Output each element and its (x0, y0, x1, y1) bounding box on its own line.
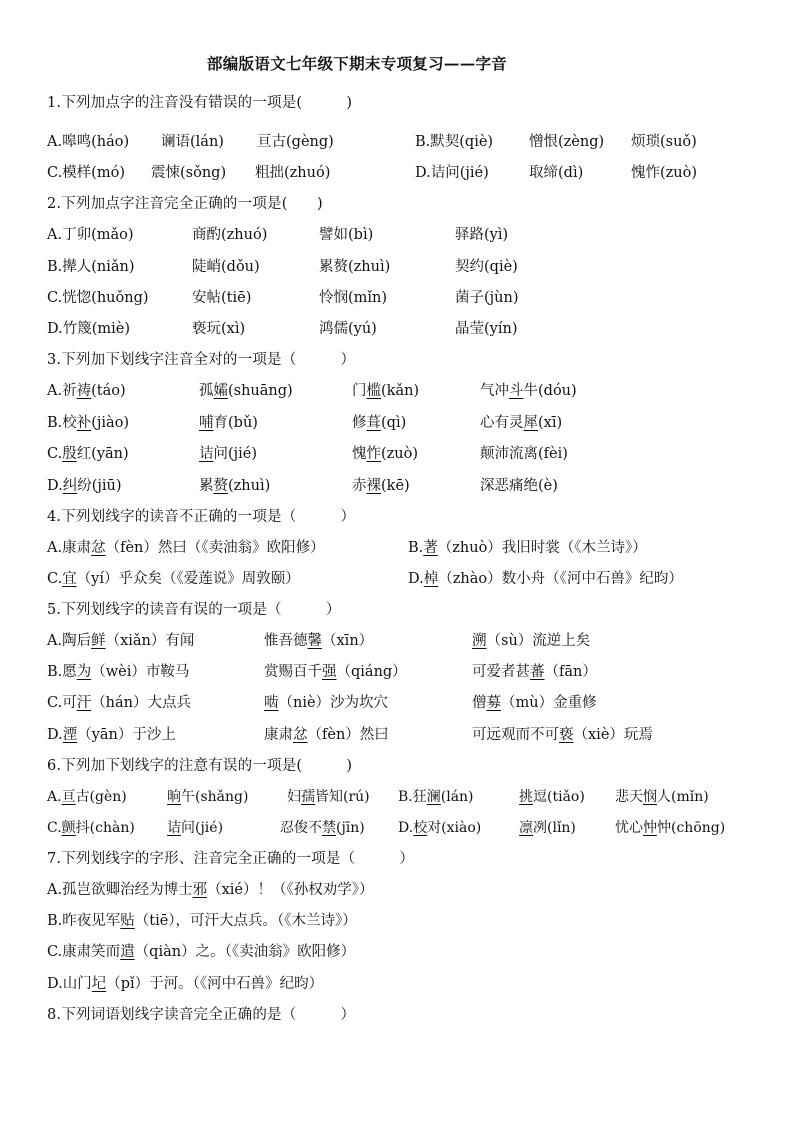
word-text: 问(jié) (213, 446, 258, 462)
option-label: A. (47, 789, 62, 805)
word-text: （zhuò）我旧时裳（《木兰诗》） (437, 540, 647, 556)
option-word: 商酌(zhuó) (192, 227, 268, 243)
underlined-char: 蕃 (530, 664, 545, 680)
underlined-char: 斗 (509, 383, 524, 399)
option-word: 譬如(bì) (319, 227, 374, 243)
word-text: (jiào) (91, 415, 130, 431)
option-label: D. (47, 321, 63, 337)
underlined-char: 亘 (61, 789, 76, 805)
option-label: B. (47, 664, 63, 680)
question-1-stem: 1.下列加点字的注音没有错误的一项是( ) (47, 95, 353, 111)
underlined-char: 圮 (91, 976, 107, 992)
option-word: 晶莹(yín) (455, 321, 518, 337)
question-7-stem: 7.下列划线字的字形、注音完全正确的一项是（ ） (47, 851, 415, 867)
question-7-option-c (47, 941, 355, 963)
option-label: D. (415, 165, 431, 181)
question-2-stem: 2.下列加点字注音完全正确的一项是( ) (47, 196, 323, 212)
word-text: 累 (199, 478, 214, 494)
word-text: 牛(dóu) (523, 383, 577, 399)
word-text: 气冲 (480, 383, 509, 399)
word-text: （yí）乎众矣（《爱莲说》周敦颐） (76, 571, 300, 587)
option-word: 烦琐(suǒ) (631, 134, 697, 150)
underlined-char: 犀 (523, 415, 538, 431)
question-5-stem: 5.下列划线字的读音有误的一项是（ ） (47, 602, 341, 618)
word-text: （wèi）市鞍马 (91, 664, 190, 680)
underlined-char: 槛 (366, 383, 381, 399)
option-word: 契约(qiè) (455, 259, 518, 275)
word-text: (jīn) (336, 820, 365, 836)
underlined-char: 啮 (264, 695, 279, 711)
word-text: (zuò) (381, 446, 419, 462)
word-text: 午(shǎng) (181, 789, 249, 805)
option-word: 怜悯(mǐn) (319, 290, 388, 306)
option-label: B. (398, 789, 413, 805)
option-label: B. (47, 259, 63, 275)
underlined-char: 棹 (423, 571, 439, 587)
word-text: 对(xiào) (427, 820, 482, 836)
underlined-char: 颤 (61, 820, 76, 836)
word-text: 古(gèn) (75, 789, 127, 805)
word-text: 惟吾德 (264, 633, 308, 649)
word-text: 忧心 (615, 820, 643, 836)
word-text: 孤岂欲卿治经为博士 (62, 882, 193, 898)
underlined-char: 悯 (643, 789, 657, 805)
question-3-stem: 3.下列加下划线字注音全对的一项是（ ） (47, 352, 356, 368)
word-text: 陶后 (62, 633, 92, 649)
word-text: （mù）金重修 (501, 695, 597, 711)
word-text: （xiǎn）有闻 (105, 633, 195, 649)
question-4-stem: 4.下列划线字的读音不正确的一项是（ ） (47, 509, 356, 525)
word-text: (shuāng) (228, 383, 293, 399)
option-word: 诘问(jié) (430, 165, 489, 181)
word-text: （fèn）然曰（《卖油翁》欧阳修） (105, 540, 325, 556)
word-text: 愧 (352, 446, 367, 462)
option-label: D. (398, 820, 414, 836)
underlined-char: 校 (413, 820, 428, 836)
underlined-char: 凛 (519, 820, 533, 836)
option-word: 模样(mó) (62, 165, 125, 181)
word-text: 皆知(rú) (315, 789, 370, 805)
word-text: 纷(jiū) (77, 478, 122, 494)
word-text: （qiáng） (336, 664, 407, 680)
word-text: （tiē），可汗大点兵。（《木兰诗》） (134, 913, 357, 929)
word-text: 康肃笑而 (62, 944, 121, 960)
word-text: 心有灵 (480, 415, 524, 431)
option-label: D. (47, 478, 63, 494)
underlined-char: 晌 (167, 789, 181, 805)
option-word: 亘古(gèng) (257, 134, 334, 150)
underlined-char: 贴 (120, 913, 135, 929)
word-text: 狂 (412, 789, 427, 805)
word-text: (táo) (91, 383, 126, 399)
option-word: 愧怍(zuò) (631, 165, 698, 181)
option-label: A. (47, 633, 63, 649)
underlined-char: 诘 (199, 446, 214, 462)
underlined-char: 赘 (213, 478, 228, 494)
underlined-char: 忿 (293, 727, 308, 743)
underlined-char: 溯 (472, 633, 487, 649)
option-word: 亵玩(xì) (192, 321, 246, 337)
word-text: (kē) (381, 478, 410, 494)
option-label: A. (47, 227, 63, 243)
option-word: 憎恨(zèng) (529, 134, 605, 150)
underlined-char: 禁 (322, 820, 336, 836)
page-title: 部编版语文七年级下期末专项复习——字音 (206, 54, 508, 73)
option-word: 默契(qiè) (430, 134, 494, 150)
word-text: 问(jié) (181, 820, 224, 836)
underlined-char: 亵 (559, 727, 574, 743)
underlined-char: 哺 (199, 415, 214, 431)
question-7-option-b (47, 910, 357, 932)
word-text: 愿 (62, 664, 77, 680)
option-word: 鸿儒(yú) (319, 321, 377, 337)
word-text: 可远观而不可 (472, 727, 559, 743)
word-text: 孤 (199, 383, 214, 399)
word-text: 可 (62, 695, 77, 711)
word-text: （hán）大点兵 (91, 695, 192, 711)
word-text: （qiàn）之。（《卖油翁》欧阳修） (134, 944, 356, 960)
word-text: (zhuì) (228, 478, 271, 494)
option-label: C. (47, 446, 63, 462)
option-label: D. (47, 727, 63, 743)
option-word: 驿路(yì) (455, 227, 509, 243)
underlined-char: 馨 (307, 633, 322, 649)
option-word: 震悚(sǒng) (151, 165, 227, 181)
question-7-option-a (47, 879, 374, 901)
question-7-option-d (47, 973, 323, 995)
word-text: 妇 (287, 789, 301, 805)
word-text: （pǐ）于河。（《河中石兽》纪昀） (106, 976, 324, 992)
word-text: 赏赐百千 (264, 664, 322, 680)
option-label: C. (47, 820, 62, 836)
option-word: 谰语(lán) (161, 134, 224, 150)
option-word: 嗥鸣(háo) (62, 134, 130, 150)
option-label: C. (47, 695, 63, 711)
option-label: C. (47, 165, 63, 181)
option-word: 撵人(niǎn) (62, 259, 135, 275)
word-text: (lán) (440, 789, 474, 805)
word-text: 修 (352, 415, 367, 431)
option-label: B. (47, 415, 63, 431)
word-text: 校 (62, 415, 77, 431)
word-text: 僧 (472, 695, 487, 711)
word-text: （fèn）然曰 (307, 727, 389, 743)
word-text: 赤 (352, 478, 367, 494)
option-label: D. (47, 976, 63, 992)
question-6-stem: 6.下列加下划线字的注意有误的一项是( ) (47, 758, 353, 774)
option-label: B. (47, 913, 63, 929)
underlined-char: 孺 (301, 789, 315, 805)
underlined-char: 怍 (366, 446, 381, 462)
word-text: 祈 (62, 383, 77, 399)
option-label: D. (408, 571, 424, 587)
word-text: 山门 (62, 976, 92, 992)
word-text: 育(bǔ) (213, 415, 258, 431)
underlined-char: 诘 (167, 820, 181, 836)
option-label: A. (47, 540, 63, 556)
word-text: 忍俊不 (280, 820, 322, 836)
option-word: 菌子(jùn) (455, 290, 519, 306)
word-text: （xié）！（《孙权劝学》） (207, 882, 374, 898)
word-text: 人(mǐn) (657, 789, 709, 805)
word-text: （sù）流逆上矣 (486, 633, 591, 649)
word-text: 冽(lǐn) (533, 820, 576, 836)
option-word: 粗拙(zhuó) (255, 165, 331, 181)
option-label: C. (47, 290, 63, 306)
option-label: C. (47, 944, 63, 960)
underlined-char: 忡 (643, 820, 657, 836)
word-text: （fān） (544, 664, 597, 680)
option-word: 取缔(dì) (529, 165, 584, 181)
word-text: 悲天 (615, 789, 643, 805)
word-text: (xī) (538, 415, 563, 431)
underlined-char: 邪 (192, 882, 208, 898)
word-text: 昨夜见军 (62, 913, 121, 929)
underlined-char: 挑 (519, 789, 533, 805)
word-text: 可爱者甚 (472, 664, 530, 680)
underlined-char: 祷 (76, 383, 92, 399)
underlined-char: 遣 (120, 944, 135, 960)
underlined-char: 强 (322, 664, 337, 680)
option-label: C. (47, 571, 63, 587)
underlined-char: 补 (76, 415, 92, 431)
option-word: 累赘(zhuì) (319, 259, 391, 275)
word-text: 康肃 (264, 727, 293, 743)
option-word: 深恶痛绝(è) (480, 478, 558, 494)
underlined-char: 宜 (62, 571, 77, 587)
option-label: A. (47, 882, 63, 898)
word-text: (qì) (381, 415, 407, 431)
word-text: （zhào）数小舟（《河中石兽》纪昀） (438, 571, 683, 587)
underlined-char: 忿 (91, 540, 106, 556)
word-text: 红(yān) (76, 446, 129, 462)
underlined-char: 汗 (76, 695, 92, 711)
option-word: 丁卯(mǎo) (62, 227, 134, 243)
word-text: 忡(chōng) (657, 820, 726, 836)
word-text: 抖(chàn) (75, 820, 135, 836)
underlined-char: 鲜 (91, 633, 106, 649)
underlined-char: 澜 (426, 789, 441, 805)
option-word: 陡峭(dǒu) (192, 259, 260, 275)
underlined-char: 湮 (62, 727, 78, 743)
question-8-stem: 8.下列词语划线字读音完全正确的是（ ） (47, 1007, 356, 1023)
option-word: 恍惚(huǒng) (62, 290, 149, 306)
option-word: 竹篾(miè) (62, 321, 131, 337)
word-text: 逗(tiǎo) (533, 789, 585, 805)
word-text: （yān）于沙上 (77, 727, 176, 743)
underlined-char: 募 (486, 695, 501, 711)
word-text: （niè）沙为坎穴 (278, 695, 389, 711)
word-text: （xiè）玩焉 (573, 727, 653, 743)
underlined-char: 为 (76, 664, 92, 680)
option-word: 颠沛流离(fèi) (480, 446, 568, 462)
underlined-char: 殷 (62, 446, 77, 462)
option-label: A. (47, 134, 63, 150)
option-word: 安帖(tiē) (192, 290, 252, 306)
underlined-char: 孀 (213, 383, 228, 399)
underlined-char: 葺 (366, 415, 381, 431)
underlined-char: 著 (423, 540, 438, 556)
word-text: 康肃 (62, 540, 92, 556)
underlined-char: 纠 (62, 478, 78, 494)
option-label: B. (415, 134, 431, 150)
word-text: (kǎn) (381, 383, 420, 399)
word-text: （xīn） (322, 633, 374, 649)
underlined-char: 裸 (366, 478, 381, 494)
option-label: B. (408, 540, 424, 556)
option-label: A. (47, 383, 63, 399)
word-text: 门 (352, 383, 367, 399)
